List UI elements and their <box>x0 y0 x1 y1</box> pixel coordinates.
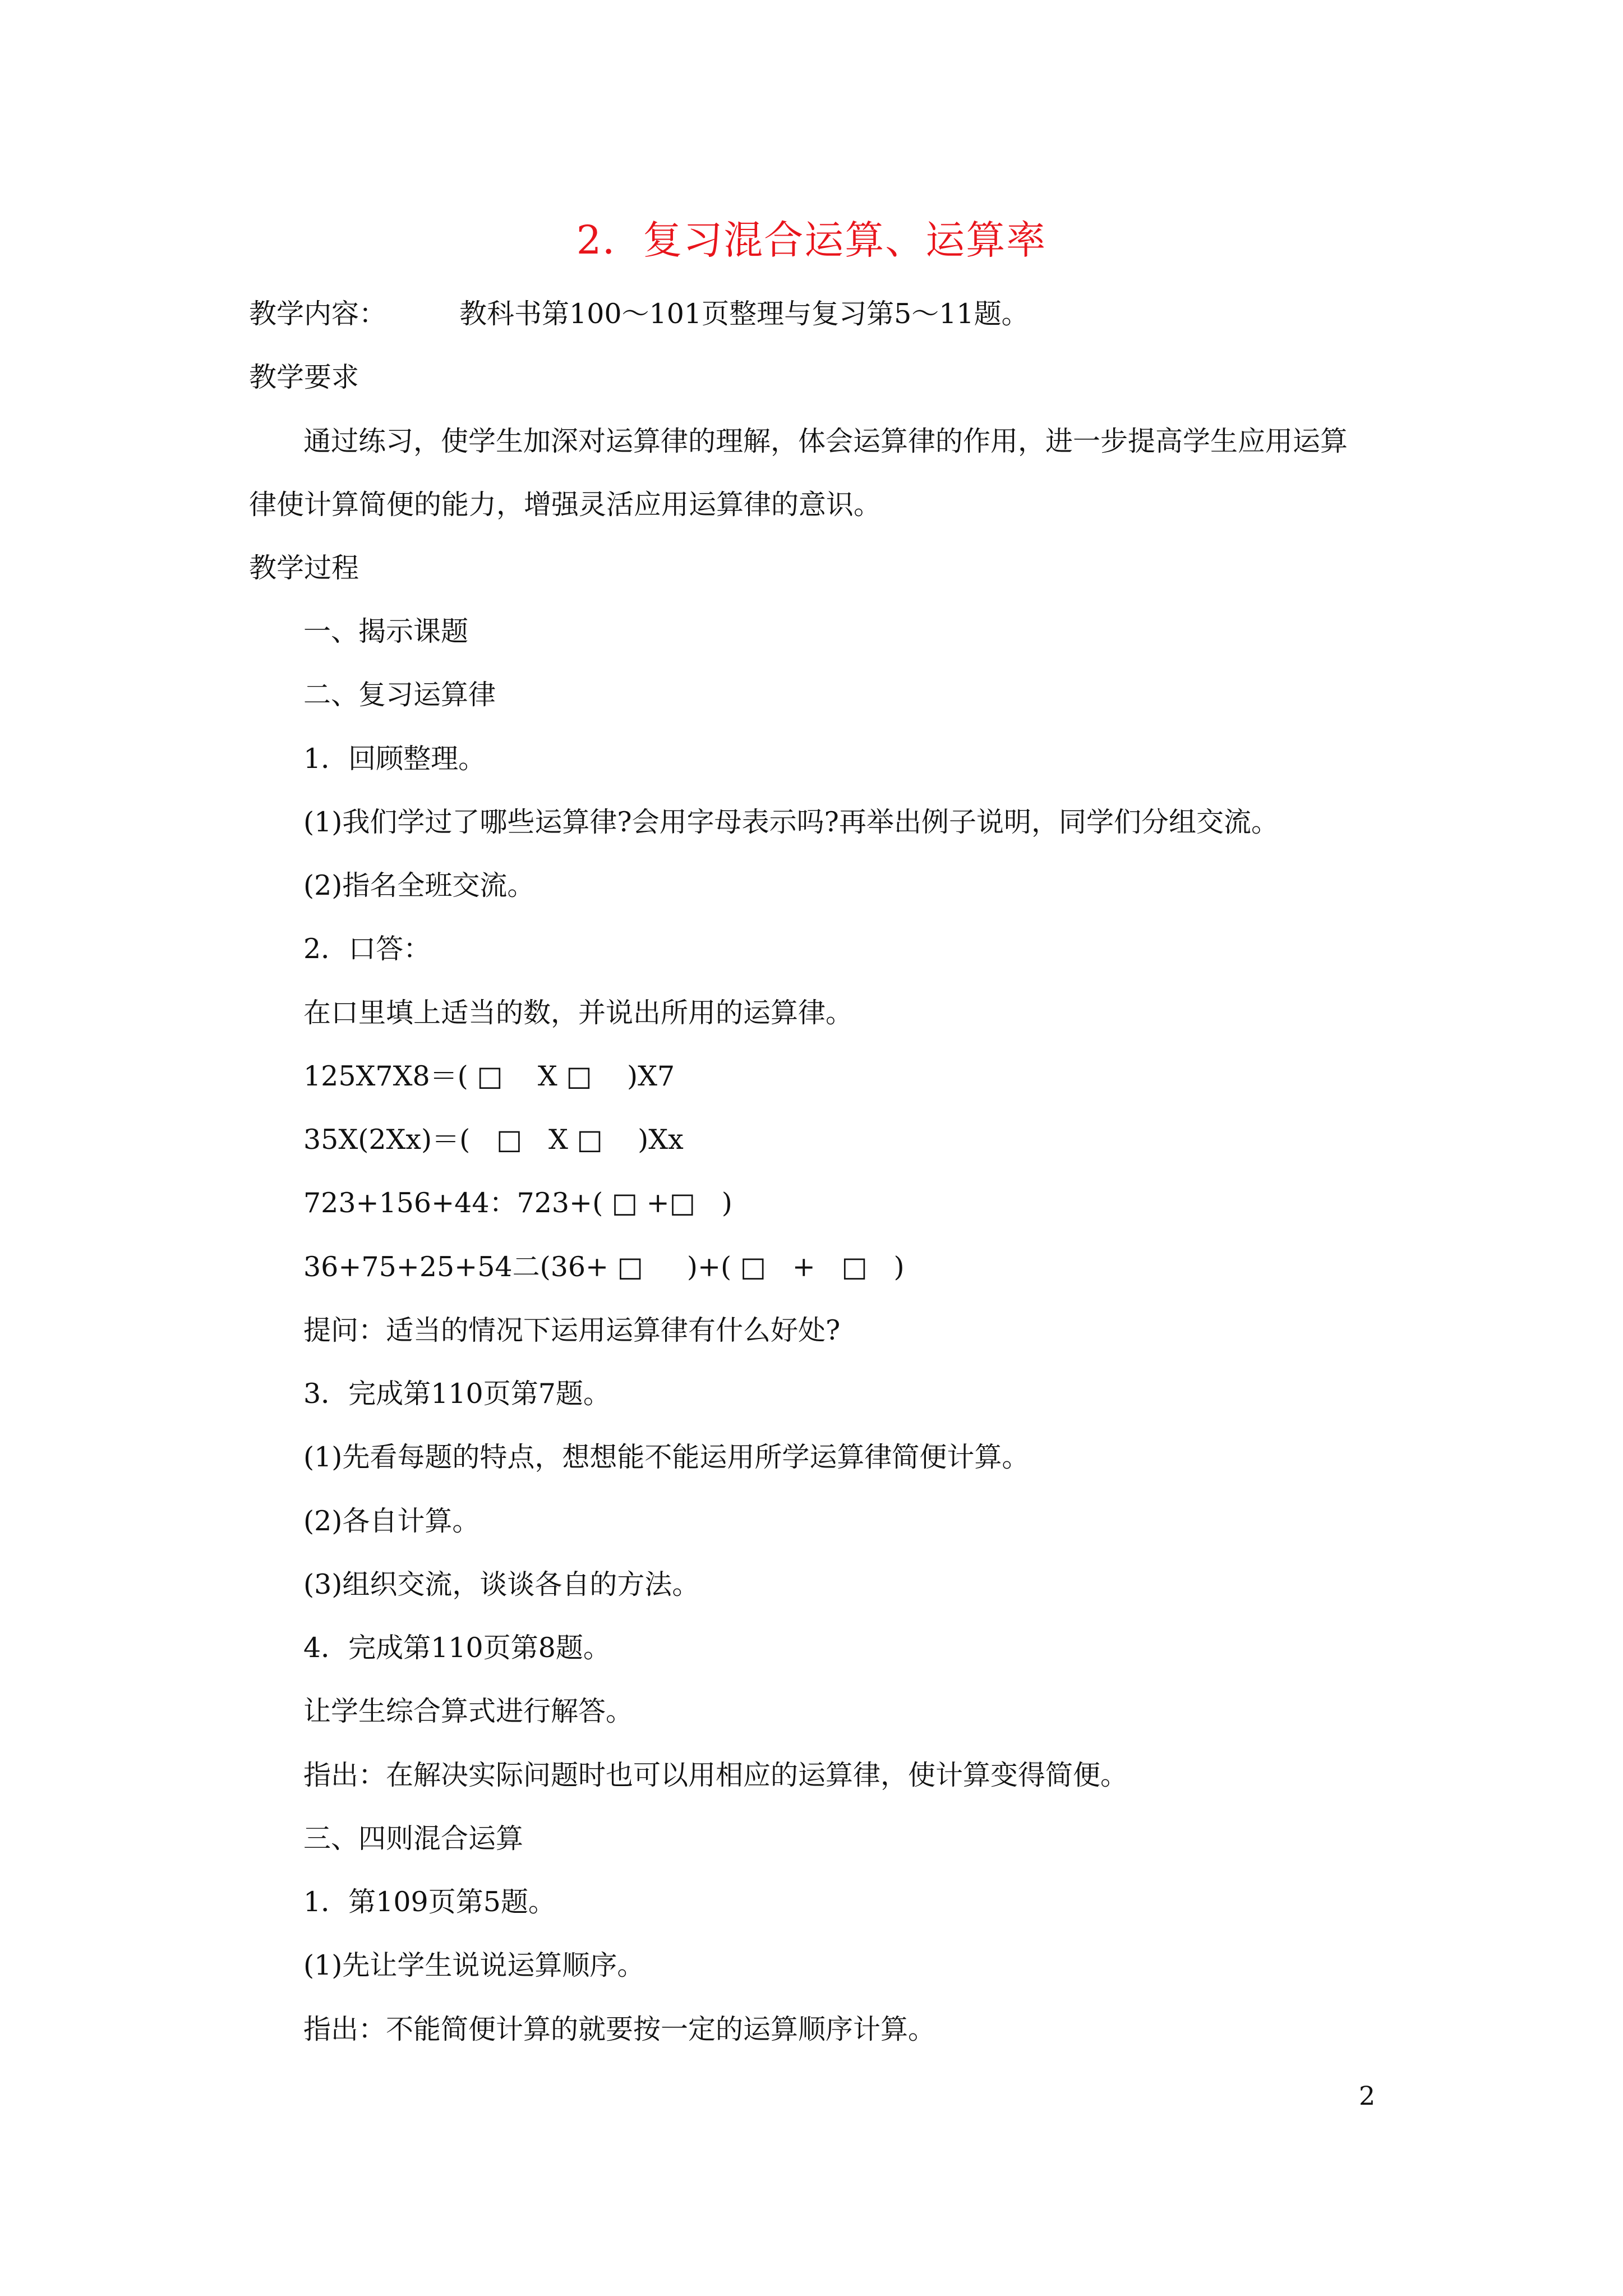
text-line: (2)指名全班交流。 <box>303 869 535 901</box>
text-line: 指出：在解决实际问题时也可以用相应的运算律，使计算变得简便。 <box>303 1759 1128 1791</box>
text-line: (3)组织交流，谈谈各自的方法。 <box>303 1568 700 1600</box>
text-line: (1)我们学过了哪些运算律?会用字母表示吗?再举出例子说明，同学们分组交流。 <box>303 806 1279 838</box>
text-line: 2．口答： <box>303 933 431 965</box>
math-expression: 35X(2Xx)＝( □ X □ )Xx <box>303 1124 684 1156</box>
text-line: 指出：不能简便计算的就要按一定的运算顺序计算。 <box>303 2013 936 2045</box>
math-expression: 125X7X8＝( □ X □ )X7 <box>303 1060 675 1092</box>
text-line: 1．第109页第5题。 <box>303 1886 556 1918</box>
text-line: 提问：适当的情况下运用运算律有什么好处? <box>303 1314 841 1346</box>
teaching-content-line <box>249 295 1029 334</box>
requirements-paragraph-line-2: 律使计算简便的能力，增强灵活应用运算律的意识。 <box>249 489 882 521</box>
text-line: 让学生综合算式进行解答。 <box>303 1695 634 1727</box>
section-heading: 三、四则混合运算 <box>303 1823 524 1855</box>
text-line: 1．回顾整理。 <box>303 743 486 775</box>
section-heading: 二、复习运算律 <box>303 679 496 711</box>
text-line: (2)各自计算。 <box>303 1505 480 1537</box>
requirements-paragraph-line-1: 通过练习，使学生加深对运算律的理解，体会运算律的作用，进一步提高学生应用运算 <box>303 425 1348 457</box>
section-heading: 一、揭示课题 <box>303 615 469 647</box>
requirements-heading: 教学要求 <box>249 361 359 393</box>
teaching-content-label: 教学内容： <box>249 298 387 330</box>
math-expression: 723+156+44：723+( □ +□ ) <box>303 1187 732 1219</box>
page-title: 2．复习混合运算、运算率 <box>576 217 1047 263</box>
text-line: 在口里填上适当的数，并说出所用的运算律。 <box>303 997 854 1029</box>
math-expression: 36+75+25+54二(36+ □ )+( □ + □ ) <box>303 1251 905 1283</box>
teaching-content-value: 教科书第100～101页整理与复习第5～11题。 <box>459 298 1029 330</box>
text-line: (1)先让学生说说运算顺序。 <box>303 1949 645 1981</box>
page-number: 2 <box>1359 2081 1376 2111</box>
text-line: 3．完成第110页第7题。 <box>303 1378 611 1410</box>
text-line: 4．完成第110页第8题。 <box>303 1632 611 1664</box>
process-heading: 教学过程 <box>249 552 359 584</box>
text-line: (1)先看每题的特点，想想能不能运用所学运算律简便计算。 <box>303 1441 1030 1473</box>
